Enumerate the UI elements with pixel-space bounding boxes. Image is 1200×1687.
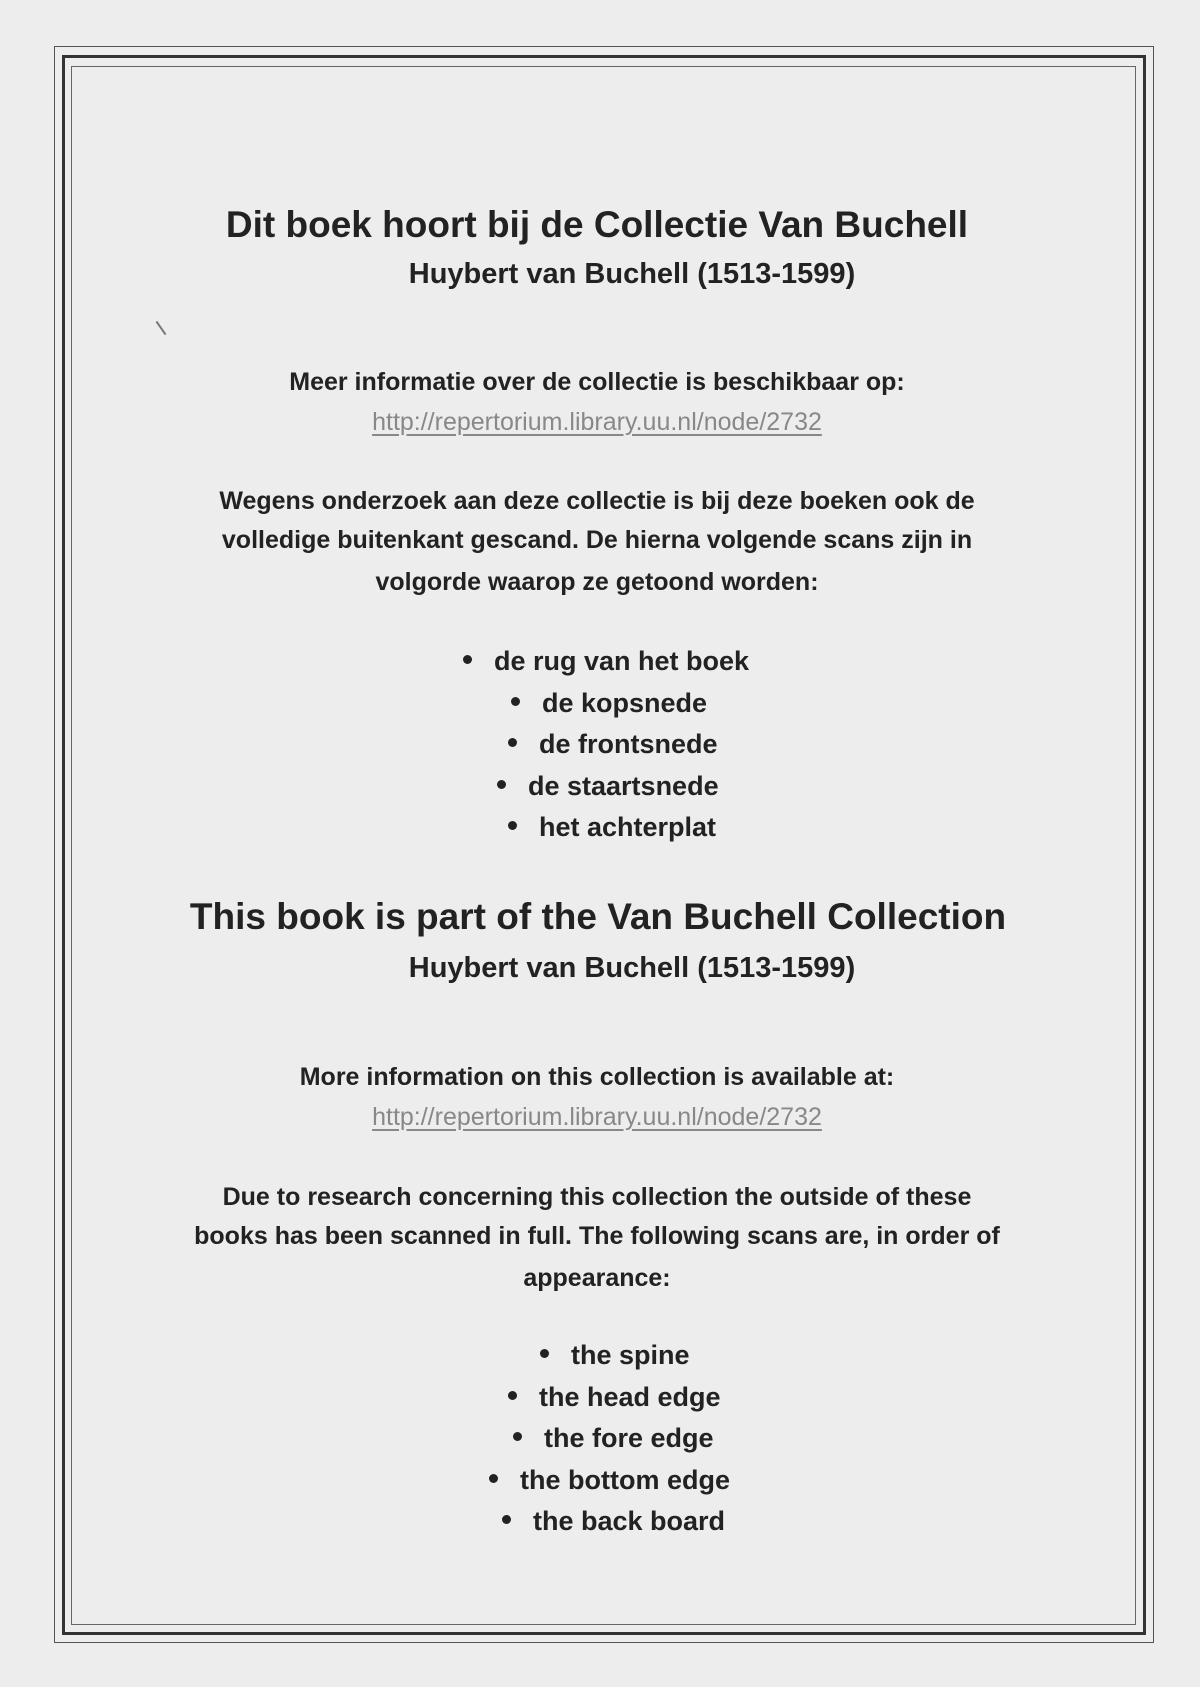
english-subtitle: Huybert van Buchell (1513-1599) [408,952,856,984]
dutch-paragraph-line-2: volledige buitenkant gescand. De hierna volgende scans zijn in [221,526,973,554]
english-list-item: the back board [502,1506,725,1537]
english-list-item: the fore edge [513,1423,714,1454]
bullet-icon [463,655,472,664]
bullet-icon [508,821,517,830]
dutch-title: Dit boek hoort bij de Collectie Van Buchell [225,204,969,245]
english-list-item: the bottom edge [489,1465,730,1496]
dutch-list-item: de staartsnede [497,771,719,802]
english-paragraph-line-2: books has been scanned in full. The following scans are, in order of [194,1222,1000,1250]
bullet-icon [489,1474,498,1483]
english-title: This book is part of the Van Buchell Collection [189,896,1007,937]
dutch-list-item: het achterplat [508,812,716,843]
dutch-list-item: de kopsnede [511,688,707,719]
english-list-item: the spine [540,1340,690,1371]
dutch-paragraph-line-1: Wegens onderzoek aan deze collectie is bij deze boeken ook de [219,487,975,515]
english-collection-link[interactable]: http://repertorium.library.uu.nl/node/2732 [372,1103,822,1131]
dutch-collection-link[interactable]: http://repertorium.library.uu.nl/node/2732 [372,408,822,436]
bullet-icon [511,697,520,706]
bullet-icon [497,780,506,789]
english-info-label: More information on this collection is available at: [299,1063,895,1091]
dutch-list-item: de rug van het boek [463,646,749,677]
dutch-paragraph-line-3: volgorde waarop ze getoond worden: [375,568,819,596]
english-list-item: the head edge [508,1382,721,1413]
dutch-info-label: Meer informatie over de collectie is beschikbaar op: [289,368,905,396]
bullet-icon [508,1391,517,1400]
bullet-icon [502,1515,511,1524]
bullet-icon [513,1432,522,1441]
dutch-list-item: de frontsnede [508,729,718,760]
bullet-icon [508,738,517,747]
english-paragraph-line-1: Due to research concerning this collection the outside of these [222,1183,972,1211]
bullet-icon [540,1349,549,1358]
english-paragraph-line-3: appearance: [523,1264,671,1292]
dutch-subtitle: Huybert van Buchell (1513-1599) [408,258,856,290]
